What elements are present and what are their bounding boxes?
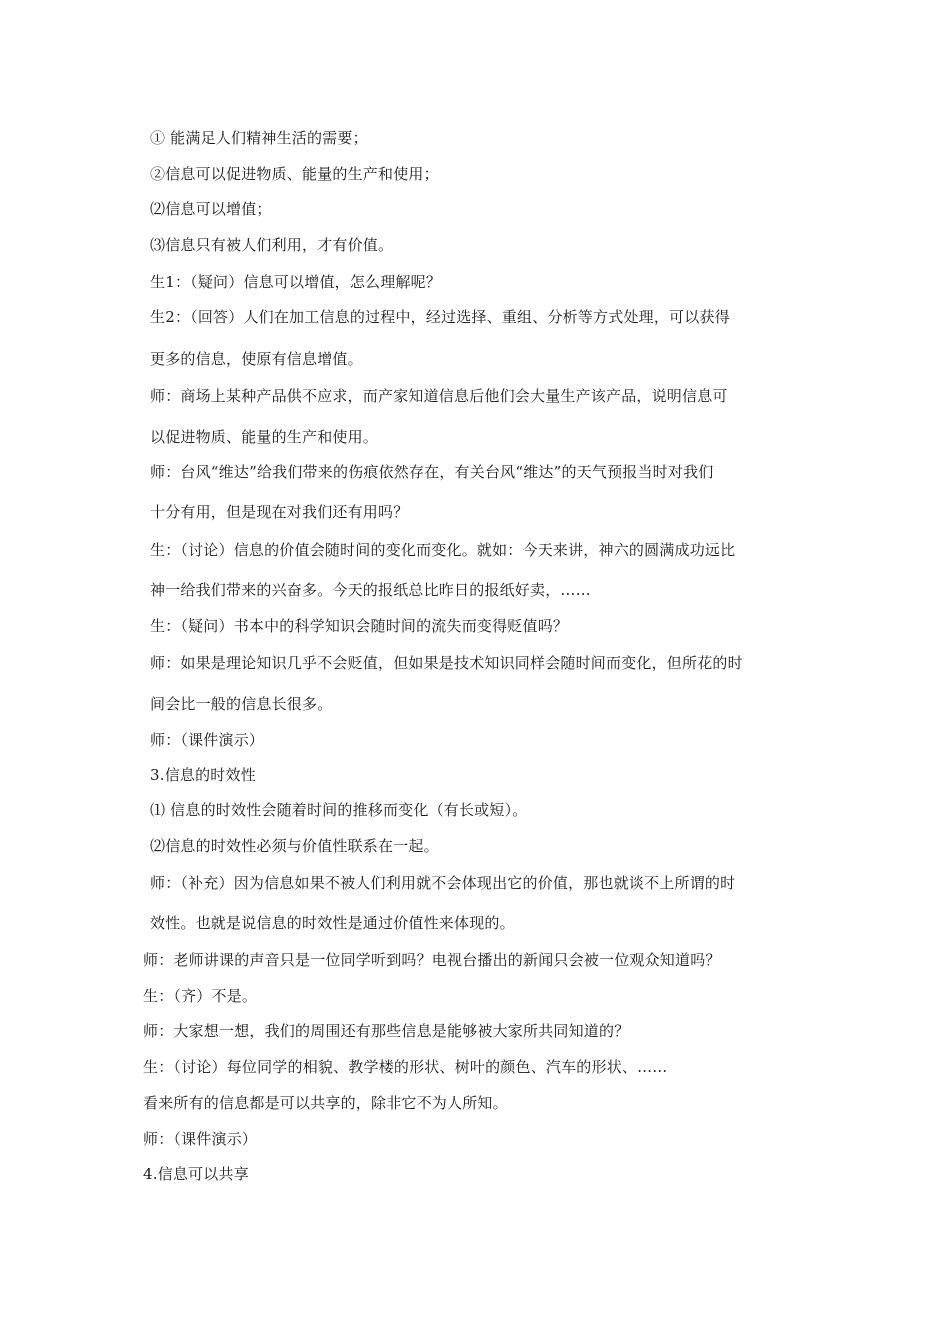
text-line: 师：（课件演示） xyxy=(150,731,265,749)
text-line: ⑵信息的时效性必须与价值性联系在一起。 xyxy=(150,837,439,855)
text-line: ① 能满足人们精神生活的需要； xyxy=(150,129,368,147)
text-line: 4.信息可以共享 xyxy=(143,1165,249,1183)
text-line: 看来所有的信息都是可以共享的，除非它不为人所知。 xyxy=(143,1094,508,1112)
text-line: ②信息可以促进物质、能量的生产和使用； xyxy=(150,165,439,183)
text-line: 师：台风“维达”给我们带来的伤痕依然存在，有关台风“维达”的天气预报当时对我们 xyxy=(150,463,714,481)
text-line: 更多的信息，使原有信息增值。 xyxy=(150,350,363,368)
text-line: 神一给我们带来的兴奋多。今天的报纸总比昨日的报纸好卖，…… xyxy=(150,581,591,599)
text-line: 师：老师讲课的声音只是一位同学听到吗？电视台播出的新闻只会被一位观众知道吗？ xyxy=(143,951,721,969)
text-line: 生：（讨论）每位同学的相貌、教学楼的形状、树叶的颜色、汽车的形状、…… xyxy=(143,1058,668,1076)
text-line: 效性。也就是说信息的时效性是通过价值性来体现的。 xyxy=(150,914,515,932)
text-line: 师：商场上某种产品供不应求，而产家知道信息后他们会大量生产该产品，说明信息可 xyxy=(150,387,728,405)
text-line: 生2：（回答）人们在加工信息的过程中，经过选择、重组、分析等方式处理，可以获得 xyxy=(150,308,730,326)
text-line: 师：（补充）因为信息如果不被人们利用就不会体现出它的价值，那也就谈不上所谓的时 xyxy=(150,874,736,892)
text-line: 师：（课件演示） xyxy=(143,1130,258,1148)
text-line: 生：（讨论）信息的价值会随时间的变化而变化。就如：今天来讲，神六的圆满成功远比 xyxy=(150,541,736,559)
text-line: 师：如果是理论知识几乎不会贬值，但如果是技术知识同样会随时间而变化，但所花的时 xyxy=(150,654,743,672)
text-line: 生：（齐）不是。 xyxy=(143,987,258,1005)
text-line: 3.信息的时效性 xyxy=(150,766,256,784)
text-line: 以促进物质、能量的生产和使用。 xyxy=(150,428,379,446)
text-line: ⑴ 信息的时效性会随着时间的推移而变化（有长或短）。 xyxy=(150,801,528,819)
text-line: 十分有用，但是现在对我们还有用吗？ xyxy=(150,503,409,521)
text-line: 间会比一般的信息长很多。 xyxy=(150,695,333,713)
text-line: ⑶信息只有被人们利用，才有价值。 xyxy=(150,236,394,254)
text-line: 生：（疑问）书本中的科学知识会随时间的流失而变得贬值吗？ xyxy=(150,617,569,635)
text-line: ⑵信息可以增值； xyxy=(150,200,272,218)
text-line: 师：大家想一想，我们的周围还有那些信息是能够被大家所共同知道的？ xyxy=(143,1022,630,1040)
text-line: 生1：（疑问）信息可以增值，怎么理解呢？ xyxy=(150,273,442,291)
